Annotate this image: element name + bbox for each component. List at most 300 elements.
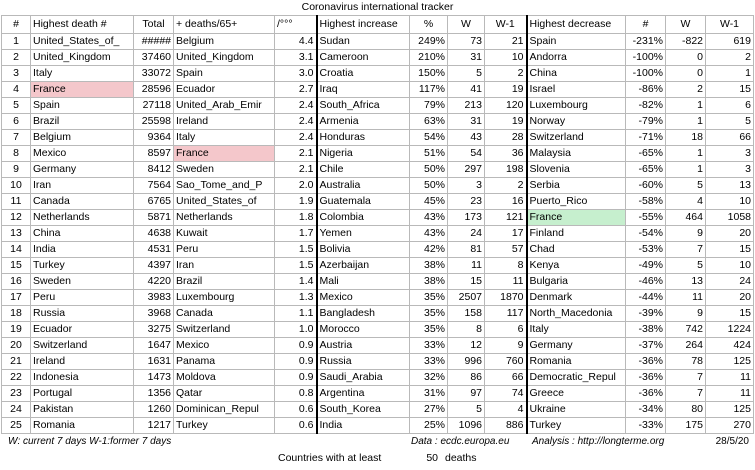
cell-deaths-country[interactable]: Ireland	[31, 354, 134, 370]
cell-rate-value[interactable]: 1.8	[275, 210, 317, 226]
cell-deaths-country[interactable]: Spain	[31, 98, 134, 114]
cell-increase-pct[interactable]: 63%	[410, 114, 448, 130]
cell-rate-country[interactable]: Italy	[174, 130, 275, 146]
cell-deaths-total[interactable]: 1217	[134, 418, 174, 434]
cell-decrease-w[interactable]: 175	[666, 418, 706, 434]
cell-increase-w[interactable]: 11	[448, 258, 485, 274]
cell-deaths-total[interactable]: 4397	[134, 258, 174, 274]
cell-increase-pct[interactable]: 27%	[410, 402, 448, 418]
cell-decrease-country[interactable]: Norway	[527, 114, 626, 130]
cell-decrease-w[interactable]: 1	[666, 146, 706, 162]
cell-deaths-total[interactable]: 1356	[134, 386, 174, 402]
cell-rate-value[interactable]: 0.8	[275, 386, 317, 402]
cell-increase-w1[interactable]: 2	[485, 178, 527, 194]
cell-decrease-country[interactable]: Kenya	[527, 258, 626, 274]
cell-deaths-total[interactable]: 8597	[134, 146, 174, 162]
cell-rate-value[interactable]: 1.7	[275, 226, 317, 242]
cell-deaths-country[interactable]: Netherlands	[31, 210, 134, 226]
cell-increase-w1[interactable]: 117	[485, 306, 527, 322]
header-increase-w1[interactable]: W-1	[485, 16, 527, 34]
cell-decrease-w[interactable]: 1	[666, 162, 706, 178]
cell-decrease-pct[interactable]: -58%	[626, 194, 666, 210]
cell-decrease-w1[interactable]: 15	[706, 242, 754, 258]
cell-decrease-w1[interactable]: 11	[706, 370, 754, 386]
cell-increase-w1[interactable]: 10	[485, 50, 527, 66]
cell-increase-w1[interactable]: 21	[485, 34, 527, 50]
cell-deaths-total[interactable]: 33072	[134, 66, 174, 82]
cell-increase-country[interactable]: Austria	[317, 338, 410, 354]
cell-deaths-country[interactable]: Mexico	[31, 146, 134, 162]
cell-deaths-total[interactable]: #####	[134, 34, 174, 50]
cell-increase-w[interactable]: 24	[448, 226, 485, 242]
cell-rate-country[interactable]: Ireland	[174, 114, 275, 130]
footer-source[interactable]: Data : ecdc.europa.eu	[411, 436, 510, 447]
cell-decrease-w1[interactable]: 20	[706, 226, 754, 242]
cell-deaths-country[interactable]: Portugal	[31, 386, 134, 402]
cell-rate-value[interactable]: 3.0	[275, 66, 317, 82]
cell-rank[interactable]: 24	[2, 402, 31, 418]
cell-decrease-w1[interactable]: 1058	[706, 210, 754, 226]
cell-decrease-w[interactable]: 5	[666, 258, 706, 274]
cell-decrease-pct[interactable]: -86%	[626, 82, 666, 98]
header-decrease-country[interactable]: Highest decrease	[527, 16, 626, 34]
cell-decrease-w[interactable]: 1	[666, 98, 706, 114]
cell-decrease-w[interactable]: 11	[666, 290, 706, 306]
header-increase-country[interactable]: Highest increase	[317, 16, 410, 34]
cell-increase-w1[interactable]: 19	[485, 82, 527, 98]
cell-increase-w[interactable]: 43	[448, 130, 485, 146]
cell-increase-pct[interactable]: 50%	[410, 178, 448, 194]
cell-deaths-country[interactable]: Iran	[31, 178, 134, 194]
cell-decrease-w1[interactable]: 1	[706, 66, 754, 82]
cell-increase-pct[interactable]: 51%	[410, 146, 448, 162]
cell-increase-w[interactable]: 54	[448, 146, 485, 162]
cell-rate-country[interactable]: Luxembourg	[174, 290, 275, 306]
cell-decrease-w1[interactable]: 13	[706, 178, 754, 194]
cell-rate-value[interactable]: 1.5	[275, 258, 317, 274]
cell-rate-country[interactable]: Netherlands	[174, 210, 275, 226]
cell-decrease-pct[interactable]: -34%	[626, 402, 666, 418]
cell-rank[interactable]: 10	[2, 178, 31, 194]
cell-increase-w1[interactable]: 6	[485, 322, 527, 338]
cell-increase-country[interactable]: Honduras	[317, 130, 410, 146]
cell-rate-value[interactable]: 0.9	[275, 354, 317, 370]
cell-increase-country[interactable]: Yemen	[317, 226, 410, 242]
cell-increase-w[interactable]: 3	[448, 178, 485, 194]
header-deaths-total[interactable]: Total	[134, 16, 174, 34]
cell-increase-pct[interactable]: 45%	[410, 194, 448, 210]
cell-rank[interactable]: 4	[2, 82, 31, 98]
cell-increase-country[interactable]: Armenia	[317, 114, 410, 130]
cell-rank[interactable]: 3	[2, 66, 31, 82]
cell-deaths-country[interactable]: Russia	[31, 306, 134, 322]
cell-increase-w[interactable]: 97	[448, 386, 485, 402]
cell-increase-pct[interactable]: 43%	[410, 210, 448, 226]
cell-rank[interactable]: 14	[2, 242, 31, 258]
threshold-value[interactable]: 50	[426, 452, 438, 464]
cell-deaths-total[interactable]: 7564	[134, 178, 174, 194]
cell-rate-value[interactable]: 4.4	[275, 34, 317, 50]
cell-decrease-pct[interactable]: -53%	[626, 242, 666, 258]
cell-increase-country[interactable]: India	[317, 418, 410, 434]
cell-decrease-pct[interactable]: -37%	[626, 338, 666, 354]
cell-decrease-country[interactable]: Israel	[527, 82, 626, 98]
cell-decrease-w1[interactable]: 15	[706, 82, 754, 98]
cell-decrease-pct[interactable]: -100%	[626, 66, 666, 82]
cell-increase-w1[interactable]: 9	[485, 338, 527, 354]
cell-deaths-total[interactable]: 1260	[134, 402, 174, 418]
cell-deaths-country[interactable]: Germany	[31, 162, 134, 178]
cell-rank[interactable]: 6	[2, 114, 31, 130]
cell-decrease-pct[interactable]: -46%	[626, 274, 666, 290]
cell-decrease-country[interactable]: Finland	[527, 226, 626, 242]
cell-deaths-total[interactable]: 3275	[134, 322, 174, 338]
cell-increase-w[interactable]: 73	[448, 34, 485, 50]
cell-decrease-pct[interactable]: -71%	[626, 130, 666, 146]
cell-increase-w[interactable]: 1096	[448, 418, 485, 434]
cell-decrease-w[interactable]: 4	[666, 194, 706, 210]
cell-rate-country[interactable]: United_States_of	[174, 194, 275, 210]
cell-decrease-w1[interactable]: 24	[706, 274, 754, 290]
cell-decrease-country[interactable]: North_Macedonia	[527, 306, 626, 322]
cell-deaths-total[interactable]: 3983	[134, 290, 174, 306]
cell-decrease-country[interactable]: Germany	[527, 338, 626, 354]
cell-increase-country[interactable]: Argentina	[317, 386, 410, 402]
cell-rate-country[interactable]: Turkey	[174, 418, 275, 434]
cell-deaths-total[interactable]: 1631	[134, 354, 174, 370]
footer-date[interactable]: 28/5/20	[715, 436, 749, 447]
cell-decrease-w1[interactable]: 6	[706, 98, 754, 114]
cell-rate-country[interactable]: Mexico	[174, 338, 275, 354]
cell-deaths-country[interactable]: United_Kingdom	[31, 50, 134, 66]
cell-increase-country[interactable]: Morocco	[317, 322, 410, 338]
cell-decrease-country[interactable]: Ukraine	[527, 402, 626, 418]
cell-decrease-pct[interactable]: -36%	[626, 354, 666, 370]
cell-rate-country[interactable]: Brazil	[174, 274, 275, 290]
cell-decrease-w1[interactable]: 2	[706, 50, 754, 66]
cell-decrease-country[interactable]: Turkey	[527, 418, 626, 434]
cell-rate-country[interactable]: Qatar	[174, 386, 275, 402]
cell-rate-value[interactable]: 2.4	[275, 114, 317, 130]
cell-rate-value[interactable]: 1.4	[275, 274, 317, 290]
cell-rate-value[interactable]: 2.1	[275, 162, 317, 178]
cell-decrease-w[interactable]: 0	[666, 66, 706, 82]
cell-increase-w1[interactable]: 886	[485, 418, 527, 434]
cell-increase-pct[interactable]: 43%	[410, 226, 448, 242]
cell-decrease-w[interactable]: 264	[666, 338, 706, 354]
cell-decrease-country[interactable]: Italy	[527, 322, 626, 338]
cell-decrease-pct[interactable]: -36%	[626, 386, 666, 402]
cell-decrease-w[interactable]: 13	[666, 274, 706, 290]
cell-rate-value[interactable]: 1.9	[275, 194, 317, 210]
cell-increase-w1[interactable]: 57	[485, 242, 527, 258]
cell-increase-pct[interactable]: 210%	[410, 50, 448, 66]
cell-rank[interactable]: 20	[2, 338, 31, 354]
cell-rate-country[interactable]: Iran	[174, 258, 275, 274]
cell-increase-pct[interactable]: 35%	[410, 322, 448, 338]
cell-increase-w1[interactable]: 120	[485, 98, 527, 114]
cell-decrease-country[interactable]: Romania	[527, 354, 626, 370]
cell-increase-pct[interactable]: 54%	[410, 130, 448, 146]
cell-rank[interactable]: 23	[2, 386, 31, 402]
cell-decrease-pct[interactable]: -82%	[626, 98, 666, 114]
cell-rank[interactable]: 22	[2, 370, 31, 386]
cell-increase-pct[interactable]: 42%	[410, 242, 448, 258]
cell-rate-value[interactable]: 1.0	[275, 322, 317, 338]
cell-decrease-w1[interactable]: 3	[706, 162, 754, 178]
cell-deaths-country[interactable]: Switzerland	[31, 338, 134, 354]
cell-decrease-country[interactable]: Slovenia	[527, 162, 626, 178]
cell-decrease-pct[interactable]: -38%	[626, 322, 666, 338]
cell-rank[interactable]: 2	[2, 50, 31, 66]
cell-decrease-country[interactable]: Chad	[527, 242, 626, 258]
cell-increase-country[interactable]: Mali	[317, 274, 410, 290]
cell-decrease-w[interactable]: 742	[666, 322, 706, 338]
cell-rank[interactable]: 13	[2, 226, 31, 242]
cell-rank[interactable]: 25	[2, 418, 31, 434]
threshold-unit[interactable]: deaths	[445, 452, 477, 464]
threshold-label[interactable]: Countries with at least	[278, 452, 382, 464]
cell-decrease-w1[interactable]: 11	[706, 386, 754, 402]
cell-increase-pct[interactable]: 117%	[410, 82, 448, 98]
cell-increase-country[interactable]: Australia	[317, 178, 410, 194]
footer-legend[interactable]: W: current 7 days W-1:former 7 days	[8, 436, 172, 447]
cell-decrease-w[interactable]: 78	[666, 354, 706, 370]
cell-decrease-pct[interactable]: -65%	[626, 146, 666, 162]
cell-rate-country[interactable]: United_Kingdom	[174, 50, 275, 66]
cell-decrease-pct[interactable]: -100%	[626, 50, 666, 66]
cell-deaths-country[interactable]: Brazil	[31, 114, 134, 130]
cell-decrease-country[interactable]: France	[527, 210, 626, 226]
cell-decrease-country[interactable]: Luxembourg	[527, 98, 626, 114]
cell-rate-country[interactable]: Peru	[174, 242, 275, 258]
cell-increase-w1[interactable]: 760	[485, 354, 527, 370]
cell-decrease-country[interactable]: Bulgaria	[527, 274, 626, 290]
cell-rate-country[interactable]: United_Arab_Emir	[174, 98, 275, 114]
cell-decrease-country[interactable]: Malaysia	[527, 146, 626, 162]
cell-increase-w1[interactable]: 66	[485, 370, 527, 386]
header-rank[interactable]: #	[2, 16, 31, 34]
cell-decrease-w[interactable]: -822	[666, 34, 706, 50]
cell-rate-country[interactable]: Belgium	[174, 34, 275, 50]
cell-rate-value[interactable]: 2.4	[275, 130, 317, 146]
cell-deaths-total[interactable]: 4638	[134, 226, 174, 242]
cell-increase-country[interactable]: South_Africa	[317, 98, 410, 114]
cell-decrease-w[interactable]: 2	[666, 82, 706, 98]
cell-increase-pct[interactable]: 79%	[410, 98, 448, 114]
footer-analysis[interactable]: Analysis : http://longterme.org	[532, 436, 665, 447]
cell-decrease-pct[interactable]: -54%	[626, 226, 666, 242]
header-decrease-pct[interactable]: #	[626, 16, 666, 34]
cell-decrease-w1[interactable]: 125	[706, 354, 754, 370]
cell-decrease-pct[interactable]: -55%	[626, 210, 666, 226]
cell-increase-w1[interactable]: 2	[485, 66, 527, 82]
cell-rank[interactable]: 18	[2, 306, 31, 322]
cell-deaths-total[interactable]: 8412	[134, 162, 174, 178]
cell-rate-country[interactable]: Switzerland	[174, 322, 275, 338]
cell-deaths-total[interactable]: 25598	[134, 114, 174, 130]
cell-increase-country[interactable]: Russia	[317, 354, 410, 370]
cell-deaths-country[interactable]: China	[31, 226, 134, 242]
cell-decrease-w[interactable]: 5	[666, 178, 706, 194]
cell-increase-pct[interactable]: 50%	[410, 162, 448, 178]
cell-deaths-total[interactable]: 28596	[134, 82, 174, 98]
cell-rank[interactable]: 21	[2, 354, 31, 370]
cell-increase-pct[interactable]: 38%	[410, 274, 448, 290]
cell-decrease-pct[interactable]: -49%	[626, 258, 666, 274]
cell-rank[interactable]: 12	[2, 210, 31, 226]
cell-rank[interactable]: 15	[2, 258, 31, 274]
cell-increase-country[interactable]: Mexico	[317, 290, 410, 306]
cell-deaths-country[interactable]: India	[31, 242, 134, 258]
cell-decrease-w1[interactable]: 125	[706, 402, 754, 418]
cell-deaths-country[interactable]: Italy	[31, 66, 134, 82]
cell-decrease-country[interactable]: Spain	[527, 34, 626, 50]
header-deaths-country[interactable]: Highest death #	[31, 16, 134, 34]
cell-decrease-pct[interactable]: -79%	[626, 114, 666, 130]
cell-deaths-country[interactable]: Indonesia	[31, 370, 134, 386]
cell-increase-pct[interactable]: 33%	[410, 354, 448, 370]
cell-increase-pct[interactable]: 35%	[410, 306, 448, 322]
cell-decrease-w[interactable]: 464	[666, 210, 706, 226]
cell-increase-w1[interactable]: 121	[485, 210, 527, 226]
cell-decrease-pct[interactable]: -60%	[626, 178, 666, 194]
header-decrease-w1[interactable]: W-1	[706, 16, 754, 34]
cell-rate-country[interactable]: Dominican_Repul	[174, 402, 275, 418]
cell-decrease-w1[interactable]: 619	[706, 34, 754, 50]
cell-increase-w1[interactable]: 17	[485, 226, 527, 242]
cell-decrease-country[interactable]: Greece	[527, 386, 626, 402]
header-increase-pct[interactable]: %	[410, 16, 448, 34]
cell-decrease-w1[interactable]: 3	[706, 146, 754, 162]
cell-increase-w1[interactable]: 8	[485, 258, 527, 274]
cell-increase-pct[interactable]: 35%	[410, 290, 448, 306]
cell-decrease-w[interactable]: 7	[666, 370, 706, 386]
cell-increase-pct[interactable]: 33%	[410, 338, 448, 354]
cell-decrease-pct[interactable]: -39%	[626, 306, 666, 322]
cell-deaths-country[interactable]: Ecuador	[31, 322, 134, 338]
cell-decrease-pct[interactable]: -231%	[626, 34, 666, 50]
cell-deaths-total[interactable]: 4220	[134, 274, 174, 290]
cell-decrease-country[interactable]: Serbia	[527, 178, 626, 194]
cell-increase-country[interactable]: Bolivia	[317, 242, 410, 258]
cell-deaths-country[interactable]: Pakistan	[31, 402, 134, 418]
header-decrease-w[interactable]: W	[666, 16, 706, 34]
cell-decrease-w1[interactable]: 10	[706, 258, 754, 274]
cell-increase-country[interactable]: Saudi_Arabia	[317, 370, 410, 386]
cell-decrease-w1[interactable]: 20	[706, 290, 754, 306]
cell-rate-value[interactable]: 1.5	[275, 242, 317, 258]
cell-increase-w[interactable]: 213	[448, 98, 485, 114]
header-rate-unit[interactable]: /°°°	[275, 16, 317, 34]
cell-rate-country[interactable]: Panama	[174, 354, 275, 370]
cell-increase-pct[interactable]: 25%	[410, 418, 448, 434]
cell-increase-country[interactable]: Bangladesh	[317, 306, 410, 322]
cell-increase-country[interactable]: Guatemala	[317, 194, 410, 210]
cell-increase-country[interactable]: Nigeria	[317, 146, 410, 162]
cell-decrease-w[interactable]: 0	[666, 50, 706, 66]
cell-rate-value[interactable]: 2.4	[275, 98, 317, 114]
cell-increase-country[interactable]: Croatia	[317, 66, 410, 82]
cell-rank[interactable]: 1	[2, 34, 31, 50]
cell-deaths-country[interactable]: Peru	[31, 290, 134, 306]
cell-deaths-country[interactable]: Belgium	[31, 130, 134, 146]
cell-rank[interactable]: 9	[2, 162, 31, 178]
cell-decrease-w[interactable]: 80	[666, 402, 706, 418]
cell-rate-country[interactable]: Moldova	[174, 370, 275, 386]
cell-decrease-country[interactable]: Democratic_Repul	[527, 370, 626, 386]
cell-increase-w[interactable]: 5	[448, 66, 485, 82]
cell-increase-w1[interactable]: 1870	[485, 290, 527, 306]
cell-increase-country[interactable]: Colombia	[317, 210, 410, 226]
cell-rate-country[interactable]: Sao_Tome_and_P	[174, 178, 275, 194]
cell-increase-w1[interactable]: 19	[485, 114, 527, 130]
cell-rank[interactable]: 5	[2, 98, 31, 114]
cell-rank[interactable]: 8	[2, 146, 31, 162]
cell-increase-w[interactable]: 297	[448, 162, 485, 178]
cell-decrease-pct[interactable]: -65%	[626, 162, 666, 178]
cell-increase-w1[interactable]: 198	[485, 162, 527, 178]
cell-increase-w[interactable]: 12	[448, 338, 485, 354]
cell-increase-w[interactable]: 5	[448, 402, 485, 418]
cell-decrease-w[interactable]: 9	[666, 306, 706, 322]
cell-increase-w[interactable]: 81	[448, 242, 485, 258]
cell-increase-w[interactable]: 2507	[448, 290, 485, 306]
cell-deaths-country[interactable]: Turkey	[31, 258, 134, 274]
cell-decrease-w1[interactable]: 5	[706, 114, 754, 130]
cell-rank[interactable]: 16	[2, 274, 31, 290]
cell-increase-w[interactable]: 15	[448, 274, 485, 290]
cell-decrease-w1[interactable]: 270	[706, 418, 754, 434]
cell-increase-pct[interactable]: 32%	[410, 370, 448, 386]
cell-deaths-country[interactable]: France	[31, 82, 134, 98]
cell-decrease-pct[interactable]: -36%	[626, 370, 666, 386]
cell-deaths-total[interactable]: 1647	[134, 338, 174, 354]
cell-increase-country[interactable]: South_Korea	[317, 402, 410, 418]
cell-decrease-pct[interactable]: -44%	[626, 290, 666, 306]
cell-rate-value[interactable]: 2.0	[275, 178, 317, 194]
cell-increase-w[interactable]: 173	[448, 210, 485, 226]
cell-increase-w[interactable]: 31	[448, 114, 485, 130]
cell-decrease-w[interactable]: 9	[666, 226, 706, 242]
cell-decrease-w[interactable]: 7	[666, 386, 706, 402]
cell-deaths-total[interactable]: 27118	[134, 98, 174, 114]
cell-increase-w1[interactable]: 11	[485, 274, 527, 290]
cell-increase-w1[interactable]: 16	[485, 194, 527, 210]
cell-rate-value[interactable]: 1.3	[275, 290, 317, 306]
cell-decrease-w1[interactable]: 424	[706, 338, 754, 354]
cell-rank[interactable]: 17	[2, 290, 31, 306]
cell-increase-w1[interactable]: 74	[485, 386, 527, 402]
cell-rate-country[interactable]: Kuwait	[174, 226, 275, 242]
header-increase-w[interactable]: W	[448, 16, 485, 34]
cell-decrease-w[interactable]: 18	[666, 130, 706, 146]
cell-decrease-country[interactable]: Denmark	[527, 290, 626, 306]
cell-deaths-country[interactable]: Canada	[31, 194, 134, 210]
cell-increase-w[interactable]: 8	[448, 322, 485, 338]
cell-deaths-total[interactable]: 6765	[134, 194, 174, 210]
cell-increase-w1[interactable]: 28	[485, 130, 527, 146]
cell-decrease-w1[interactable]: 10	[706, 194, 754, 210]
cell-rate-value[interactable]: 0.9	[275, 370, 317, 386]
cell-deaths-country[interactable]: Sweden	[31, 274, 134, 290]
cell-deaths-country[interactable]: Romania	[31, 418, 134, 434]
cell-deaths-total[interactable]: 4531	[134, 242, 174, 258]
cell-rate-country[interactable]: Spain	[174, 66, 275, 82]
cell-deaths-total[interactable]: 37460	[134, 50, 174, 66]
cell-deaths-total[interactable]: 1473	[134, 370, 174, 386]
cell-rate-country[interactable]: Sweden	[174, 162, 275, 178]
